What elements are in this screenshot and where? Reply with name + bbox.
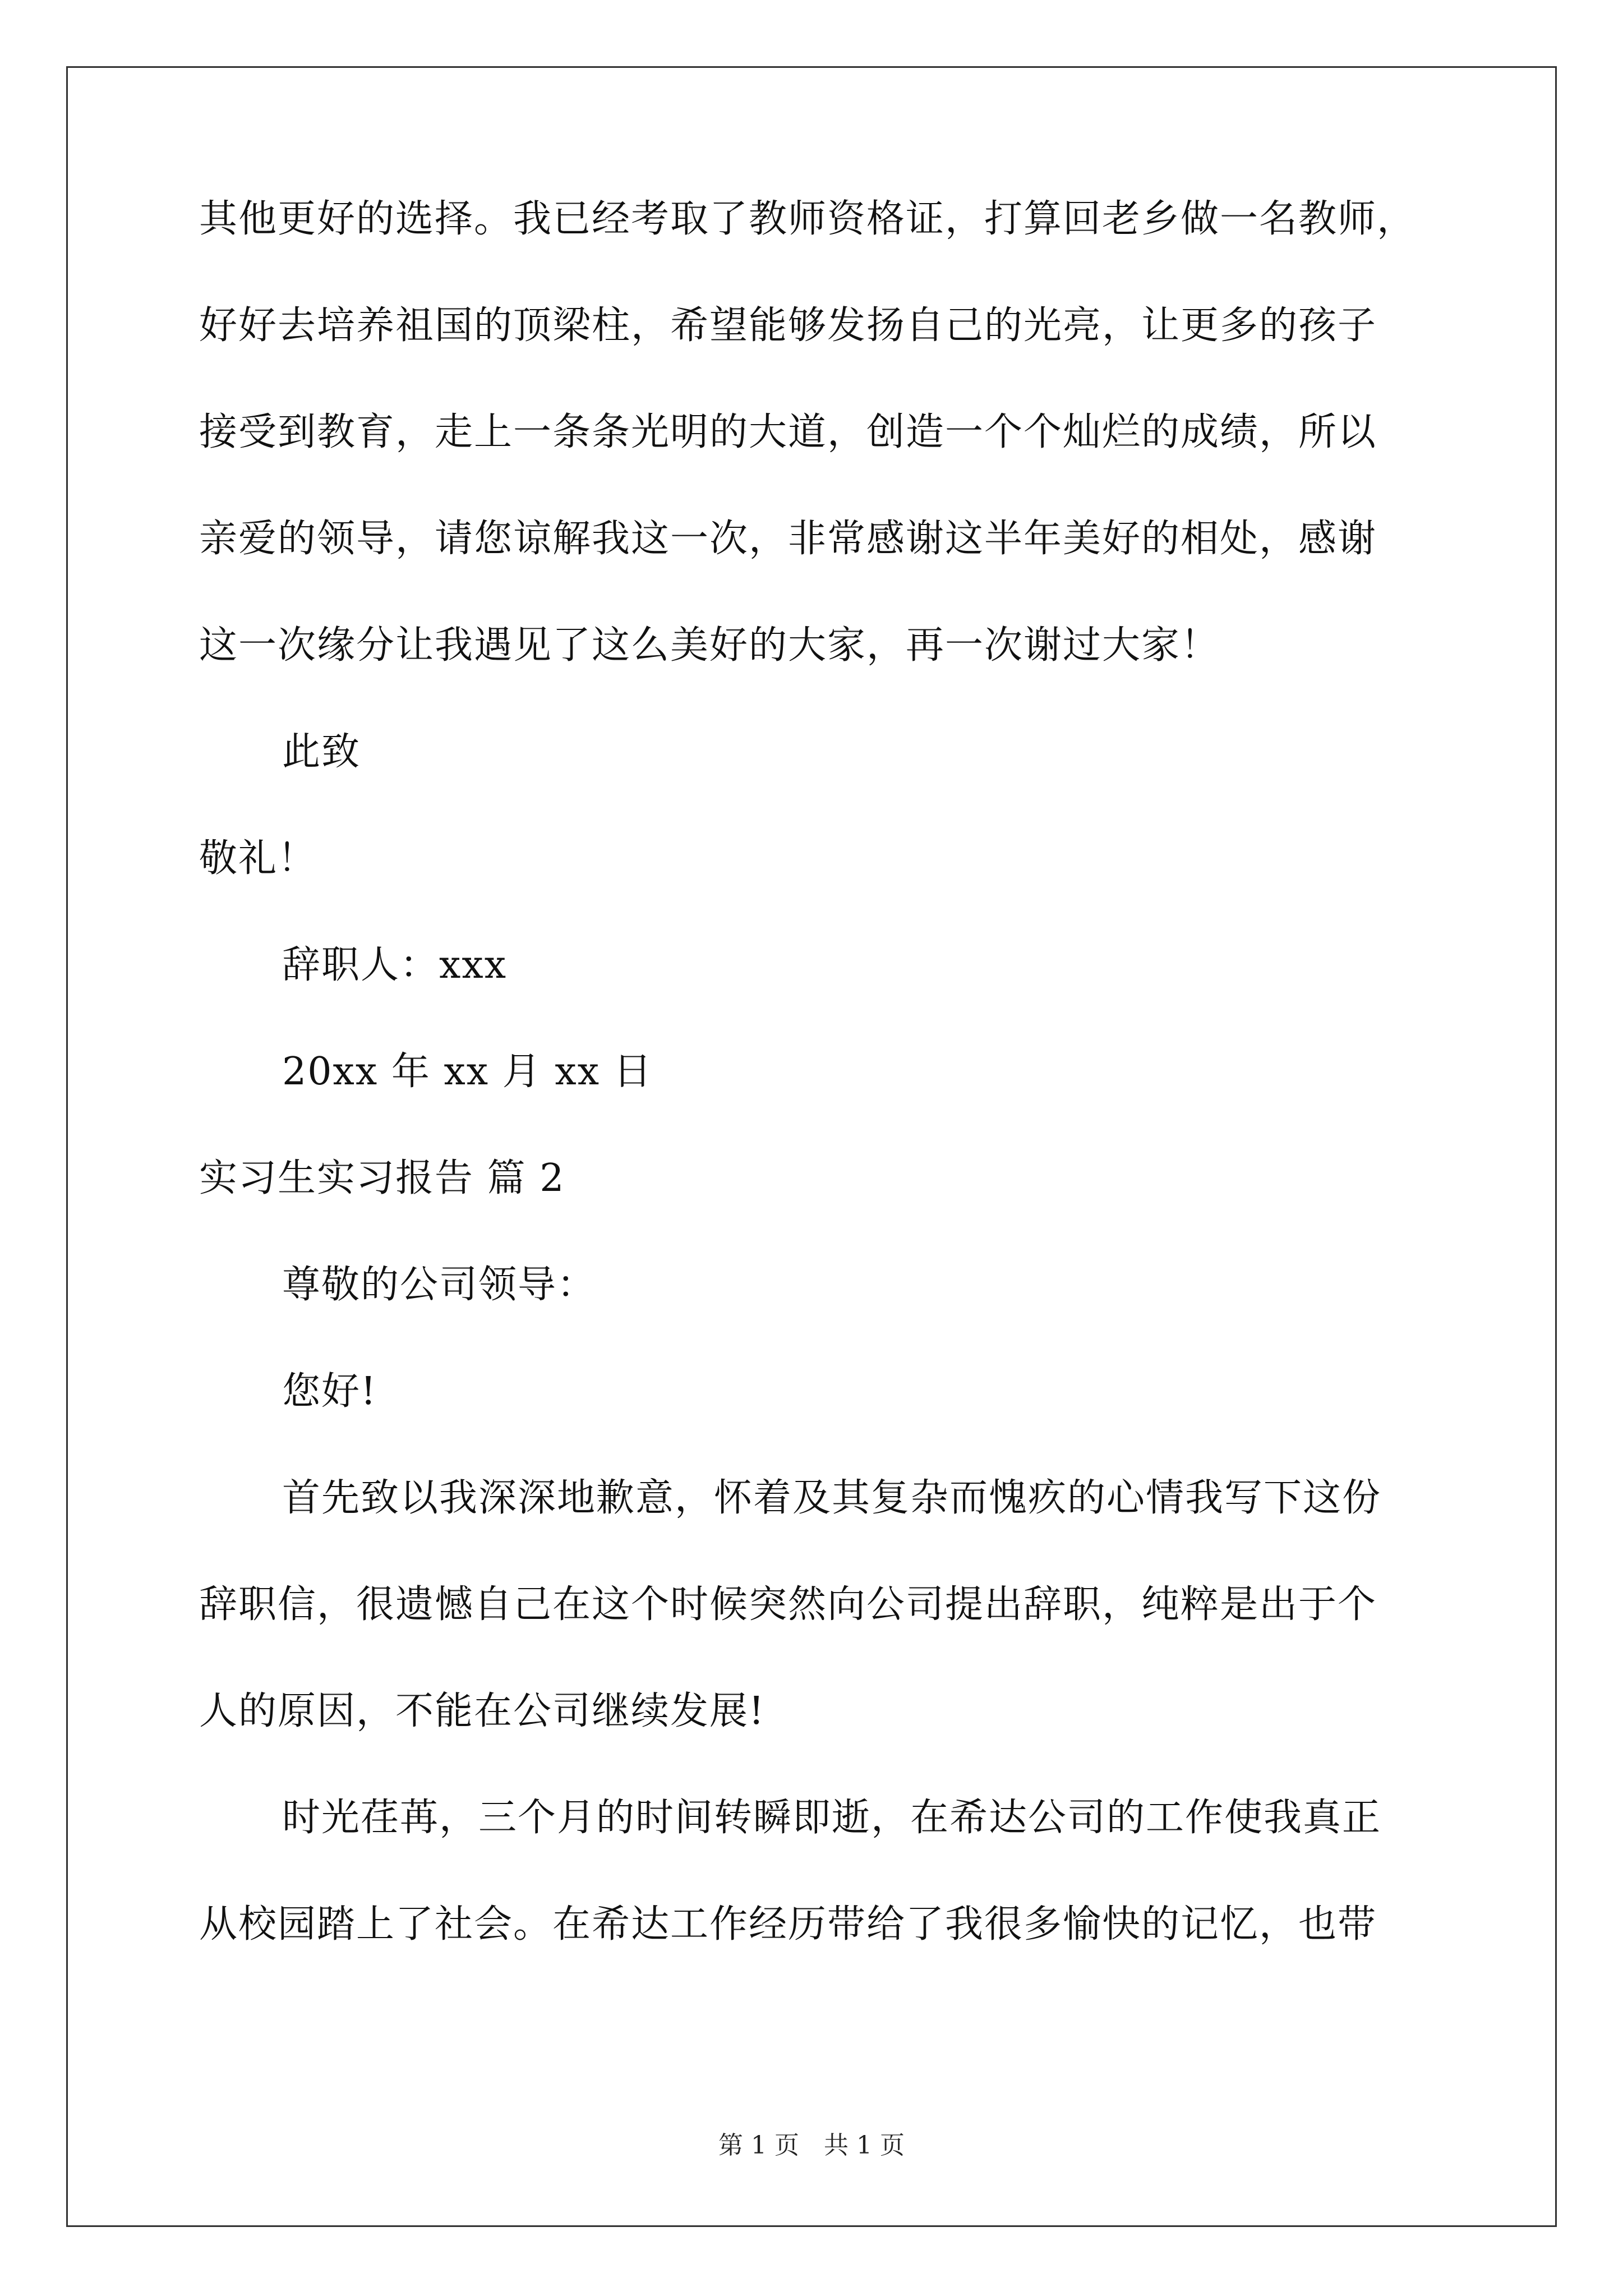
text-line-14: 辞职信，很遗憾自己在这个时候突然向公司提出辞职，纯粹是出于个 bbox=[199, 1582, 1377, 1627]
section-heading: 实习生实习报告 篇 2 bbox=[199, 1156, 565, 1200]
greeting-recipient: 尊敬的公司领导： bbox=[282, 1263, 597, 1307]
greeting: 您好! bbox=[282, 1369, 377, 1414]
signature-date: 20xx 年 xx 月 xx 日 bbox=[282, 1050, 653, 1094]
text-line-4: 亲爱的领导，请您谅解我这一次，非常感谢这半年美好的相处，感谢 bbox=[199, 517, 1377, 561]
signer: 辞职人：xxx bbox=[282, 943, 508, 987]
document-body bbox=[199, 199, 1455, 2011]
text-line-17: 从校园踏上了社会。在希达工作经历带给了我很多愉快的记忆，也带 bbox=[199, 1902, 1377, 1947]
page-footer: 第 1 页 共 1 页 bbox=[718, 2131, 905, 2160]
closing-regards: 敬礼！ bbox=[199, 836, 317, 881]
text-line-13: 首先致以我深深地歉意，怀着及其复杂而愧疚的心情我写下这份 bbox=[282, 1476, 1382, 1520]
text-line-5: 这一次缘分让我遇见了这么美好的大家，再一次谢过大家！ bbox=[199, 623, 1220, 668]
text-line-16: 时光荏苒，三个月的时间转瞬即逝，在希达公司的工作使我真正 bbox=[282, 1796, 1382, 1840]
text-line-3: 接受到教育，走上一条条光明的大道，创造一个个灿烂的成绩，所以 bbox=[199, 410, 1377, 454]
text-line-2: 好好去培养祖国的顶梁柱，希望能够发扬自己的光亮，让更多的孩子 bbox=[199, 303, 1377, 348]
text-line-1: 其他更好的选择。我已经考取了教师资格证，打算回老乡做一名教师， bbox=[199, 197, 1417, 241]
closing-salutation: 此致 bbox=[282, 730, 361, 774]
text-line-15: 人的原因，不能在公司继续发展! bbox=[199, 1689, 766, 1733]
